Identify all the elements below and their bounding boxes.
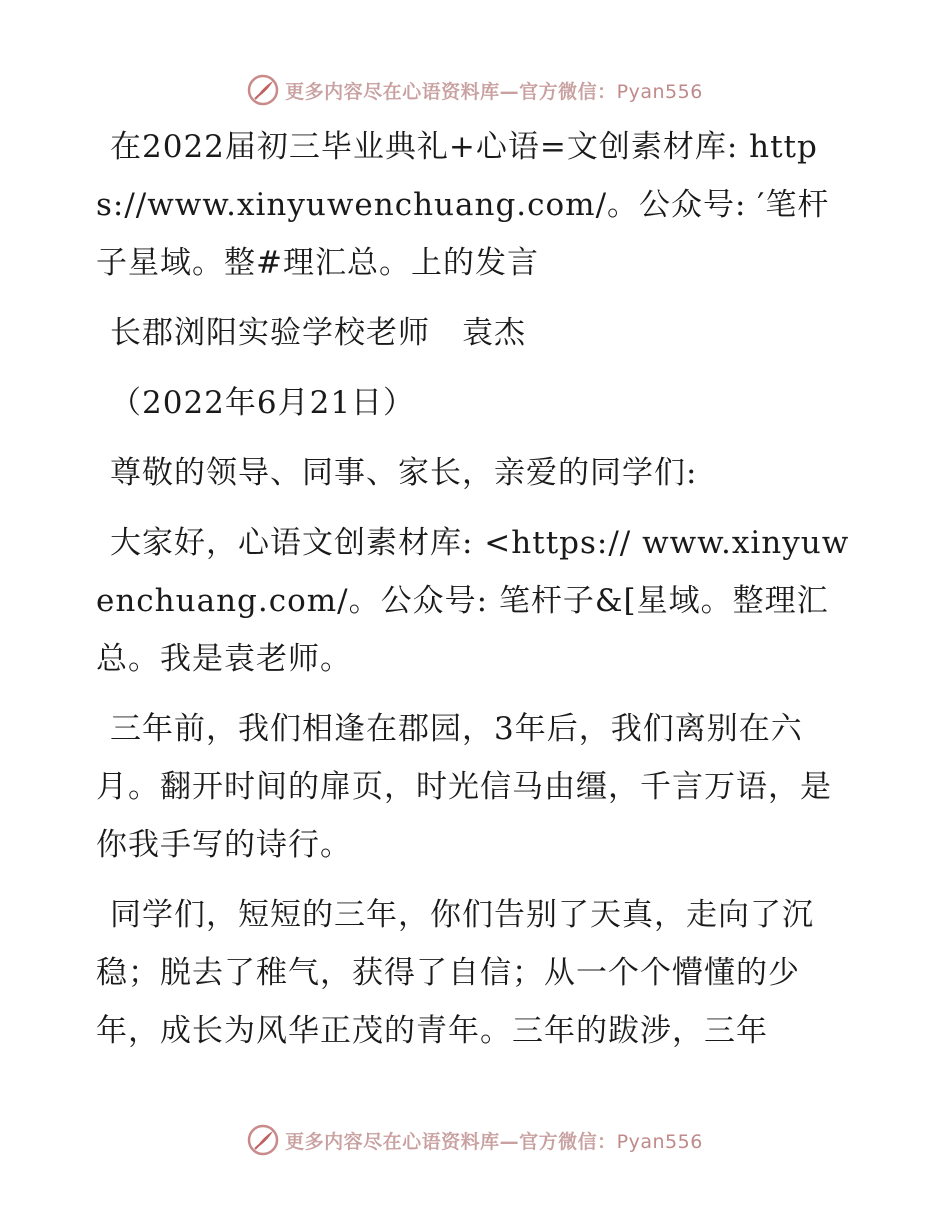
watermark-text: 更多内容尽在心语资料库—官方微信：Pyan556	[285, 80, 703, 103]
salutation: 尊敬的领导、同事、家长，亲爱的同学们:	[110, 455, 698, 491]
body-paragraph: 大家好，心语文创素材库: <https:// www.xinyuwenchuang.com/。公众号: 笔杆子&[星域。整理汇总。我是袁老师。	[96, 525, 850, 677]
document-body	[96, 118, 856, 1072]
quill-logo-icon	[247, 1124, 279, 1156]
title-paragraph: 在2022届初三毕业典礼+心语=文创素材库: https://www.xinyuwenchuang.com/。公众号: ′笔杆子星域。整#理汇总。上的发言	[96, 129, 830, 281]
watermark-header	[0, 70, 950, 110]
watermark-footer	[0, 1120, 950, 1160]
body-paragraph: 三年前，我们相逢在郡园，3年后，我们离别在六月。翻开时间的扉页，时光信马由缰，千言万语，是你我手写的诗行。	[96, 711, 832, 863]
watermark-text: 更多内容尽在心语资料库—官方微信：Pyan556	[285, 1130, 703, 1153]
body-paragraph: 同学们，短短的三年，你们告别了天真，走向了沉稳；脱去了稚气，获得了自信；从一个个懵懂的少年，成长为风华正茂的青年。三年的跋涉，三年	[96, 897, 814, 1049]
author-line: 长郡浏阳实验学校老师 袁杰	[110, 315, 526, 351]
quill-logo-icon	[247, 74, 279, 106]
date-line: （2022年6月21日）	[110, 385, 416, 421]
